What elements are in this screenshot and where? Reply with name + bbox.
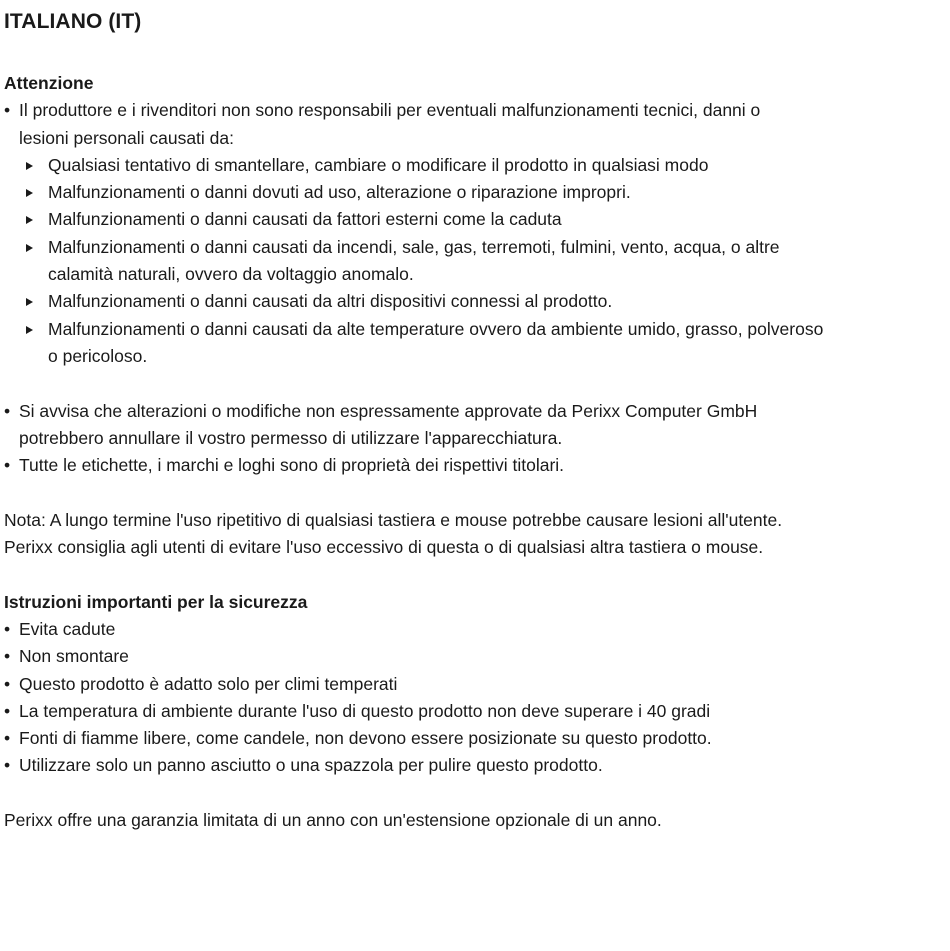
- cause-item: [4, 206, 950, 233]
- safety-item-text: Non smontare: [19, 646, 129, 667]
- bullet-icon: •: [4, 455, 11, 476]
- safety-item-text: Evita cadute: [19, 618, 116, 639]
- triangle-bullet-icon: [26, 298, 33, 306]
- cause-line2: o pericoloso.: [48, 345, 148, 366]
- spacer: [4, 479, 950, 506]
- safety-list: [4, 616, 950, 780]
- note-line2: Perixx consiglia agli utenti di evitare l'uso eccessivo di questa o di qualsiasi altra tastiera o mouse.: [4, 537, 764, 558]
- attention-heading: Attenzione: [4, 73, 94, 93]
- attention-intro-line2: lesioni personali causati da:: [19, 127, 234, 148]
- triangle-bullet-icon: [26, 216, 33, 224]
- notice-line1: Si avvisa che alterazioni o modifiche non espressamente approvate da Perixx Computer GmbH: [19, 400, 758, 421]
- warranty-text: Perixx offre una garanzia limitata di un anno con un'estensione opzionale di un anno.: [4, 810, 662, 831]
- cause-item: [4, 179, 950, 206]
- cause-line1: Malfunzionamenti o danni causati da alte temperature ovvero da ambiente umido, grasso, polveroso: [48, 318, 824, 339]
- cause-line2: calamità naturali, ovvero da voltaggio anomalo.: [48, 264, 414, 285]
- spacer: [4, 561, 950, 588]
- triangle-bullet-icon: [26, 162, 33, 170]
- safety-item: [4, 616, 950, 643]
- notice-line1: Tutte le etichette, i marchi e loghi sono di proprietà dei rispettivi titolari.: [19, 455, 565, 476]
- cause-line1: Malfunzionamenti o danni causati da altri dispositivi connessi al prodotto.: [48, 291, 613, 312]
- safety-item: [4, 671, 950, 698]
- cause-list: [4, 152, 950, 370]
- triangle-bullet-icon: [26, 244, 33, 252]
- bullet-icon: •: [4, 700, 11, 721]
- bullet-icon: •: [4, 618, 11, 639]
- notice-item: [4, 452, 950, 479]
- bullet-icon: •: [4, 100, 11, 121]
- bullet-icon: •: [4, 755, 11, 776]
- cause-line1: Qualsiasi tentativo di smantellare, cambiare o modificare il prodotto in qualsiasi modo: [48, 154, 709, 175]
- notice-list: [4, 398, 950, 480]
- bullet-icon: •: [4, 646, 11, 667]
- triangle-bullet-icon: [26, 189, 33, 197]
- document-body: [4, 70, 950, 834]
- bullet-icon: •: [4, 728, 11, 749]
- safety-item: [4, 752, 950, 779]
- attention-intro-item: [4, 97, 950, 152]
- spacer: [4, 780, 950, 807]
- safety-item-text: Questo prodotto è adatto solo per climi temperati: [19, 673, 398, 694]
- note-line1: Nota: A lungo termine l'uso ripetitivo di qualsiasi tastiera e mouse potrebbe causare lesioni all'utente.: [4, 509, 783, 530]
- safety-item: [4, 643, 950, 670]
- safety-item: [4, 725, 950, 752]
- cause-line1: Malfunzionamenti o danni causati da incendi, sale, gas, terremoti, fulmini, vento, acqua, o altre: [48, 236, 780, 257]
- cause-line1: Malfunzionamenti o danni causati da fattori esterni come la caduta: [48, 209, 562, 230]
- triangle-bullet-icon: [26, 326, 33, 334]
- cause-item: [4, 152, 950, 179]
- bullet-icon: •: [4, 673, 11, 694]
- safety-item-text: Fonti di fiamme libere, come candele, non devono essere posizionate su questo prodotto.: [19, 728, 712, 749]
- safety-item-text: Utilizzare solo un panno asciutto o una spazzola per pulire questo prodotto.: [19, 755, 603, 776]
- page-title: ITALIANO (IT): [4, 10, 142, 33]
- notice-item: [4, 398, 950, 453]
- cause-item: [4, 234, 950, 289]
- cause-line1: Malfunzionamenti o danni dovuti ad uso, alterazione o riparazione impropri.: [48, 182, 631, 203]
- cause-item: [4, 316, 950, 371]
- notice-line2: potrebbero annullare il vostro permesso di utilizzare l'apparecchiatura.: [19, 427, 563, 448]
- safety-item: [4, 698, 950, 725]
- safety-item-text: La temperatura di ambiente durante l'uso di questo prodotto non deve superare i 40 gradi: [19, 700, 711, 721]
- cause-item: [4, 288, 950, 315]
- spacer: [4, 370, 950, 397]
- safety-heading: Istruzioni importanti per la sicurezza: [4, 591, 308, 612]
- bullet-icon: •: [4, 400, 11, 421]
- attention-intro-line1: Il produttore e i rivenditori non sono responsabili per eventuali malfunzionamenti tecnici, danni o: [19, 100, 761, 121]
- attention-list: [4, 97, 950, 152]
